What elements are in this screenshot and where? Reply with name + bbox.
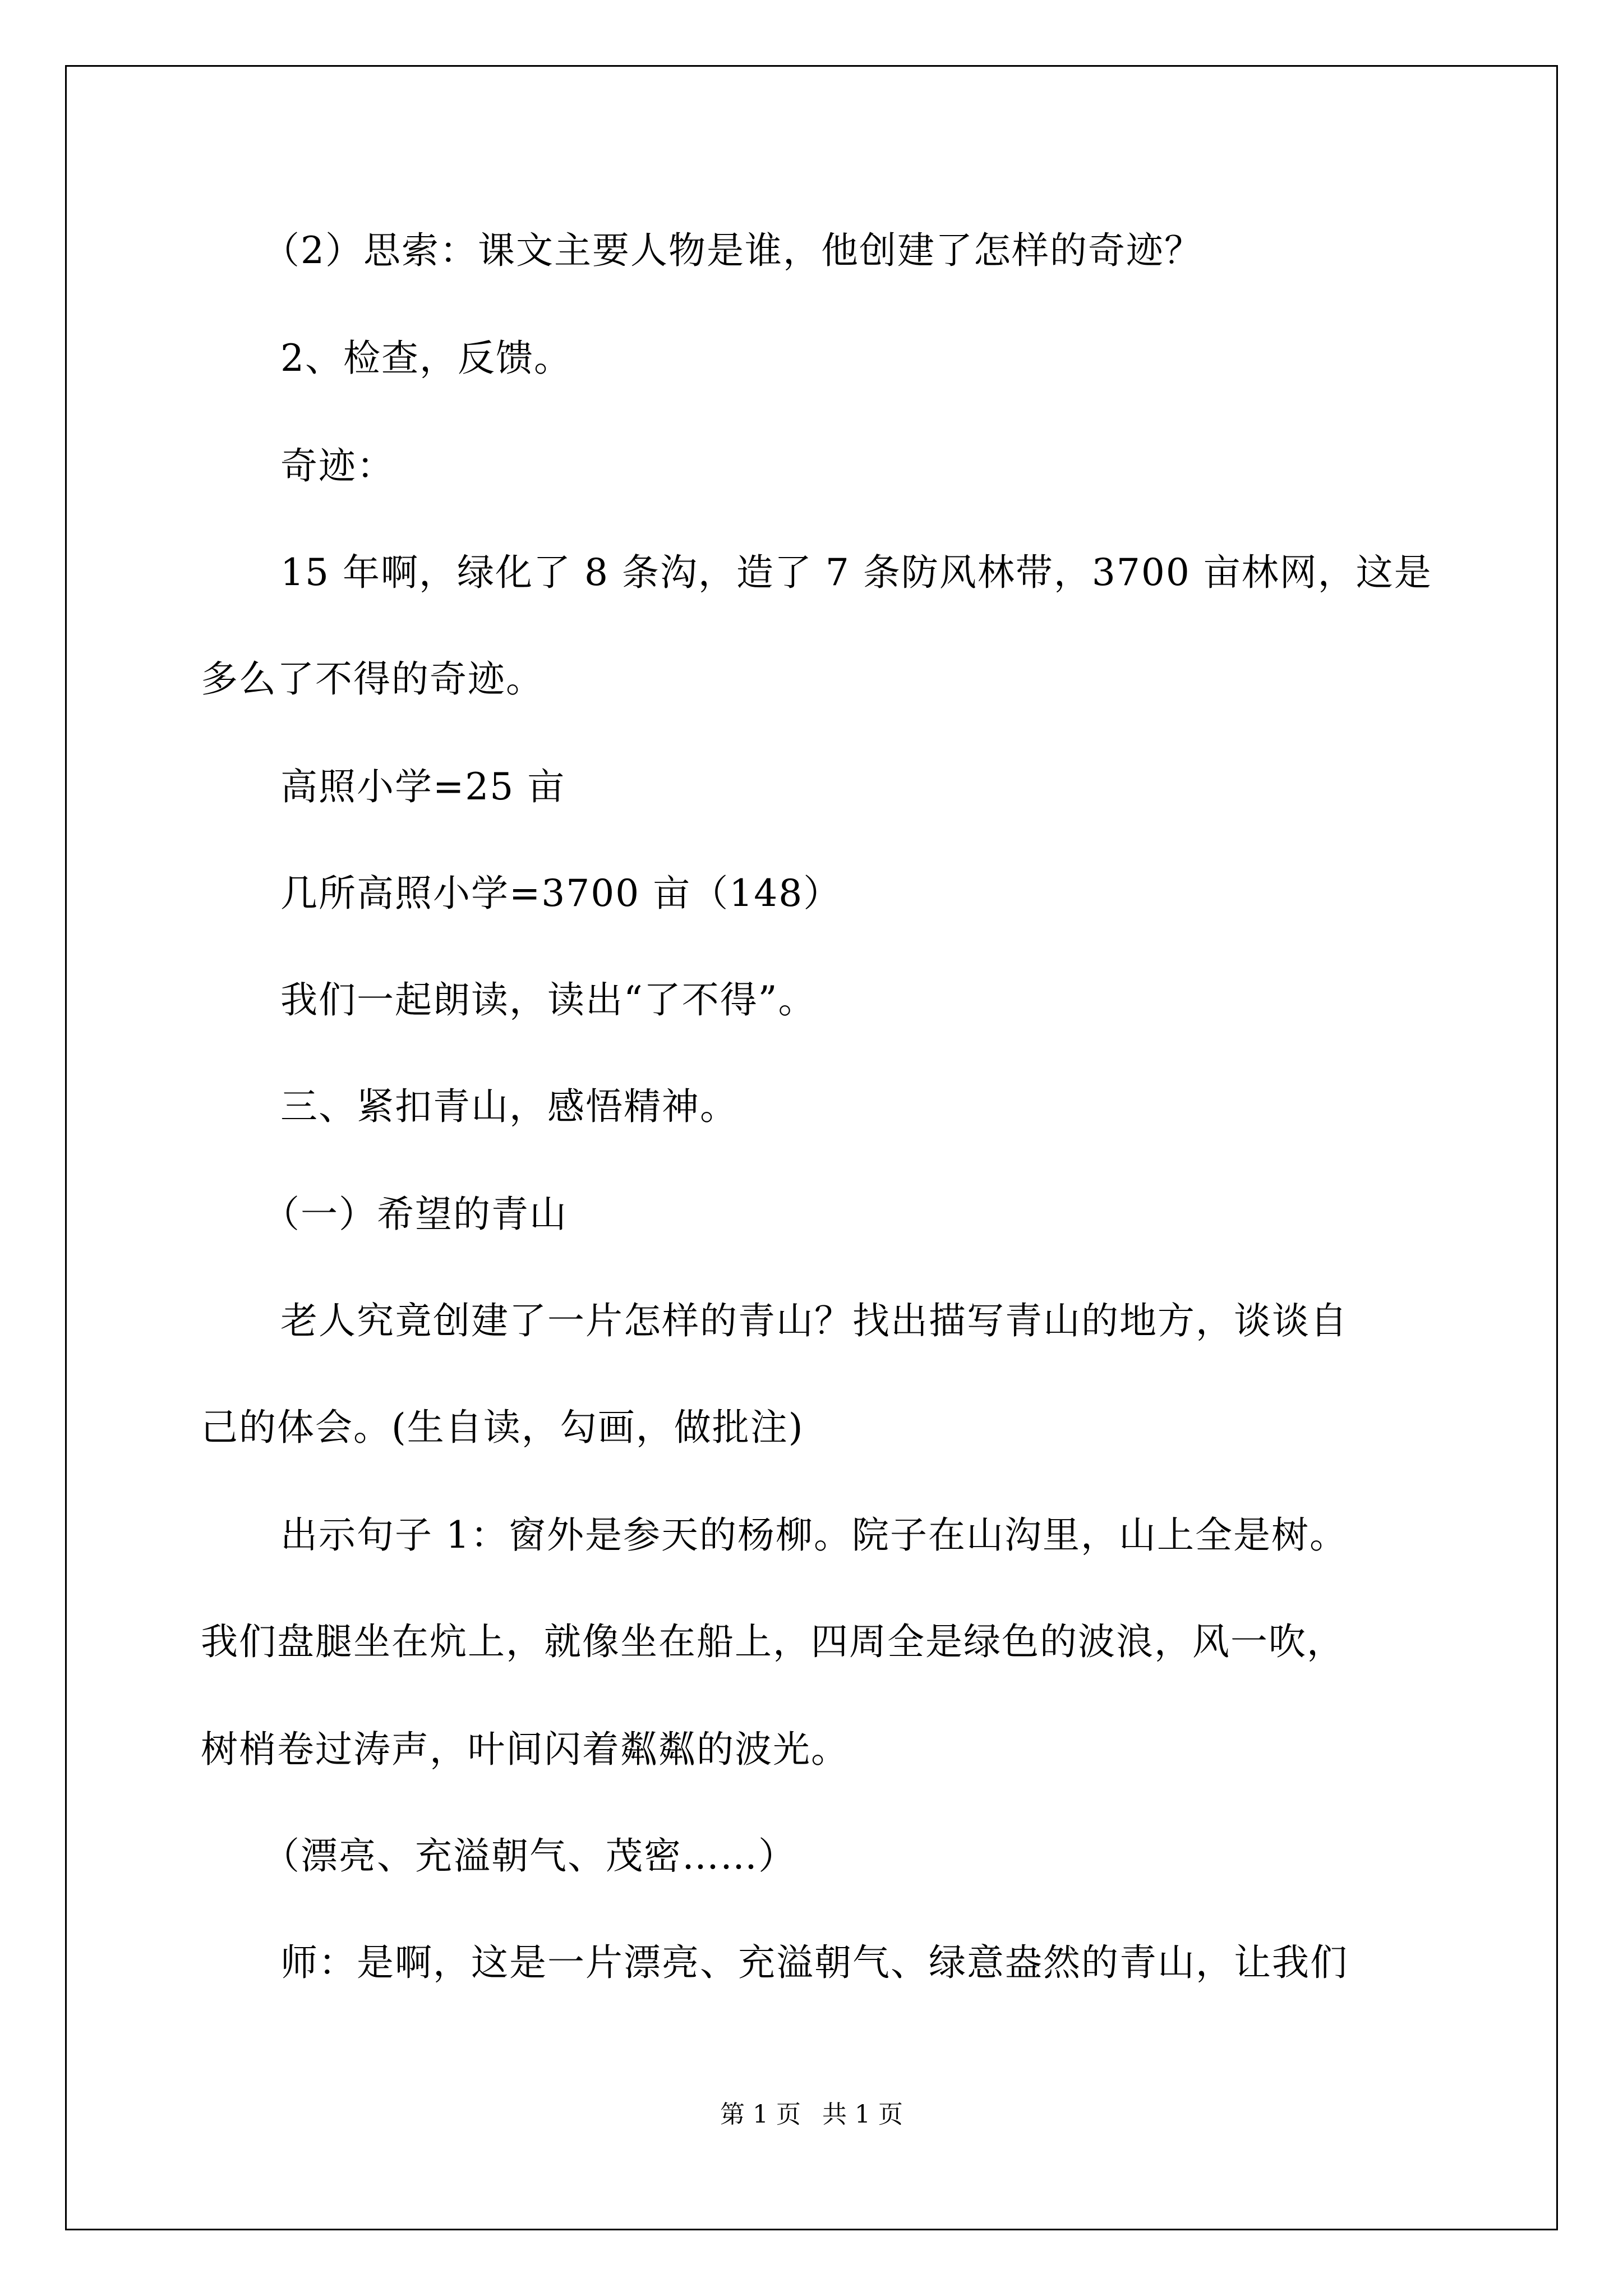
paragraph-line: 多么了不得的奇迹。 (201, 657, 544, 701)
paragraph-line: 老人究竟创建了一片怎样的青山？找出描写青山的地方，谈谈自 (280, 1299, 1348, 1342)
paragraph-line: 出示句子 1：窗外是参天的杨柳。院子在山沟里，山上全是树。 (280, 1513, 1348, 1557)
paragraph-line: 15 年啊，绿化了 8 条沟，造了 7 条防风林带，3700 亩林网，这是 (280, 551, 1432, 594)
paragraph-line: 我们一起朗读，读出“了不得”。 (280, 978, 817, 1022)
paragraph-line: （漂亮、充溢朝气、茂密……） (262, 1834, 796, 1878)
paragraph-line: 树梢卷过涛声，叶间闪着粼粼的波光。 (201, 1728, 849, 1771)
paragraph-line: 几所高照小学=3700 亩（148） (280, 872, 842, 915)
paragraph-line: （2）思索：课文主要人物是谁，他创建了怎样的奇迹？ (262, 229, 1202, 272)
page-number: 第 1 页 (720, 2100, 801, 2129)
paragraph-line: 奇迹： (280, 444, 395, 487)
subsection-heading: （一）希望的青山 (262, 1193, 568, 1236)
section-heading: 三、紧扣青山，感悟精神。 (280, 1085, 738, 1128)
page-border (65, 65, 1558, 2230)
page-total: 共 1 页 (822, 2100, 903, 2129)
page-footer (0, 2098, 1623, 2132)
paragraph-line: 2、检查，反馈。 (280, 337, 572, 380)
paragraph-line: 高照小学=25 亩 (280, 765, 566, 808)
paragraph-line: 师：是啊，这是一片漂亮、充溢朝气、绿意盎然的青山，让我们 (280, 1941, 1348, 1984)
paragraph-line: 我们盘腿坐在炕上，就像坐在船上，四周全是绿色的波浪，风一吹， (201, 1620, 1345, 1663)
paragraph-line: 己的体会。(生自读，勾画，做批注) (201, 1406, 804, 1449)
